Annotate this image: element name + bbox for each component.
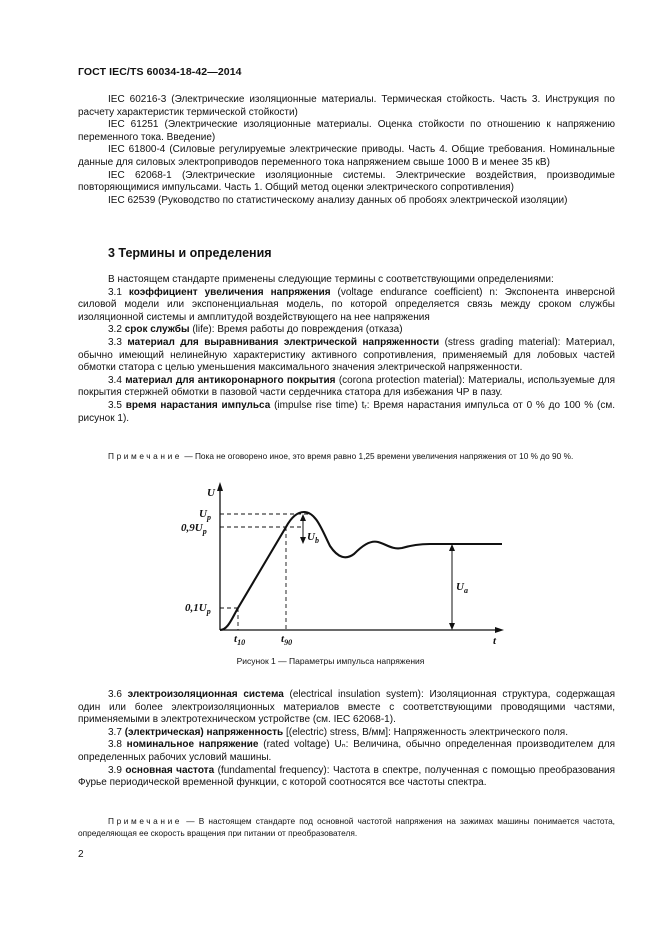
term-number: 3.5: [108, 399, 122, 411]
terms-list-a: [78, 274, 615, 425]
note-label: Примечание: [108, 451, 183, 461]
term-entry: [78, 324, 615, 337]
term-name: номинальное напряжение: [126, 739, 259, 751]
term-definition: Материал, обычно имеющий нелинейную характеристику активного сопротивления, применяемый для лобовых частей обмотки статора с целью уменьшения максимального значения электрической напряженности.: [78, 336, 616, 374]
normative-references: [78, 94, 615, 207]
term-name: основная частота: [125, 764, 215, 776]
reference-item: IEC 61251 (Электрические изоляционные материалы. Оценка стойкости по отношению к напряжению переменного тока. Введение): [78, 119, 615, 143]
figure-caption: Рисунок 1 — Параметры импульса напряжения: [236, 656, 425, 666]
term-foreign: (stress grading material):: [444, 336, 561, 348]
term-foreign: (life):: [192, 324, 215, 336]
term-entry: [78, 400, 615, 425]
term-number: 3.9: [108, 764, 122, 776]
term-name: срок службы: [124, 324, 190, 336]
term-definition: Частота в спектре, полученная с помощью преобразования Фурье периодической временной функции, с которой соотносятся все частоты спектра.: [78, 764, 616, 789]
term-foreign: (corona protection material):: [338, 374, 465, 386]
term-entry: [78, 337, 615, 375]
term-entry: [78, 739, 615, 764]
term-entry: [78, 375, 615, 400]
note: [78, 451, 615, 463]
term-definition: Время нарастания импульса от 0 % до 100 % (см. рисунок 1).: [78, 399, 615, 424]
term-name: материал для антикоронарного покрытия: [125, 374, 336, 386]
x-axis-label: t: [493, 635, 497, 647]
term-number: 3.2: [108, 324, 122, 336]
term-foreign: (voltage endurance coefficient) n:: [337, 286, 498, 298]
ten-percent-label: $0,1U_p$: [185, 602, 211, 616]
term-number: 3.8: [108, 739, 122, 751]
note-text: — Пока не оговорено иное, это время равно 1,25 времени увеличения напряжения от 10 % до 90 %.: [184, 451, 574, 461]
term-definition: Напряженность электрического поля.: [393, 726, 568, 738]
ua-arrow-down-icon: [449, 623, 455, 630]
term-foreign: (fundamental frequency):: [217, 764, 330, 776]
term-entry: [78, 727, 615, 740]
term-definition: Величина, обычно определенная производителем для определенных рабочих условий машины.: [78, 739, 616, 763]
ub-arrow-down-icon: [300, 537, 306, 544]
term-definition: Изоляционная структура, содержащая один или более электроизоляционных материалов вместе с соответствующими проводящими частями, применяемыми в электротехническом устройстве (см. IEC 62068-1).: [78, 689, 615, 726]
term-foreign: [(electric) stress, В/мм]:: [285, 726, 391, 738]
note-text: — В настоящем стандарте под основной частотой напряжения на зажимах машины понимается частота, определяющая ее скорость вращения при питании от преобразователя.: [78, 816, 615, 838]
ninety-percent-label: $0,9U_p$: [181, 522, 207, 536]
term-foreign: (impulse rise time) tᵣ:: [274, 399, 370, 411]
y-axis-label: U: [207, 487, 215, 499]
reference-item: IEC 62539 (Руководство по статистическому анализу данных об пробоях электрической изоляции): [108, 194, 568, 206]
term-entry: [78, 689, 615, 727]
term-number: 3.4: [108, 374, 122, 386]
reference-item: IEC 61800-4 (Силовые регулируемые электрические приводы. Часть 4. Общие требования. Номинальные данные для силовых электроприводов переменного тока напряжением свыше 1000 В и менее 35 кВ): [78, 144, 615, 168]
term-definition: Материалы, используемые для покрытия стержней обмотки в пазовой части сердечника статора для избежания ЧР в пазу.: [78, 374, 616, 399]
peak-voltage-label: $U_p$: [199, 508, 211, 522]
x-axis-arrow-icon: [495, 627, 504, 633]
section-intro: В настоящем стандарте применены следующие термины с соответствующими определениями:: [108, 274, 554, 285]
impulse-waveform: [220, 512, 502, 630]
term-entry: [78, 287, 615, 325]
ub-arrow-up-icon: [300, 514, 306, 521]
t90-label: $t_{90}$: [281, 633, 293, 647]
term-number: 3.1: [108, 286, 122, 298]
term-name: электроизоляционная система: [127, 689, 284, 700]
term-name: время нарастания импульса: [125, 399, 271, 411]
amplitude-label: $U_a$: [456, 581, 468, 595]
term-name: материал для выравнивания электрической напряженности: [127, 336, 440, 348]
note-label: Примечание: [108, 816, 183, 826]
document-header: ГОСТ IEC/TS 60034-18-42—2014: [78, 66, 242, 78]
term-number: 3.3: [108, 336, 122, 348]
terms-list-b: [78, 689, 615, 790]
term-definition: Экспонента инверсной силовой модели или экспоненциальная модель, по которой определяется связь между сроком службы изоляционной системы и амплитудой воздействующего на нее напряжения: [78, 286, 616, 323]
term-name: коэффициент увеличения напряжения: [128, 286, 331, 298]
t10-label: $t_{10}$: [234, 633, 246, 647]
term-foreign: (electrical insulation system):: [289, 689, 424, 700]
term-entry: [78, 765, 615, 790]
note: [78, 816, 615, 840]
overshoot-label: $U_b$: [307, 531, 319, 545]
term-foreign: (rated voltage) Uₙ:: [263, 739, 349, 751]
impulse-voltage-figure: [180, 478, 510, 650]
page-number: 2: [78, 849, 84, 860]
y-axis-arrow-icon: [217, 482, 223, 491]
term-name: (электрическая) напряженность: [124, 726, 284, 738]
reference-item: IEC 60216-3 (Электрические изоляционные материалы. Термическая стойкость. Часть 3. Инструкция по расчету характеристик термической стойкости): [78, 94, 615, 118]
term-definition: Время работы до повреждения (отказа): [217, 324, 403, 336]
reference-item: IEC 62068-1 (Электрические изоляционные системы. Электрические воздействия, производимые повторяющимися импульсами. Часть 1. Общий метод оценки электрического сопротивления): [78, 169, 615, 194]
term-number: 3.6: [108, 689, 122, 700]
section-title: 3 Термины и определения: [108, 246, 272, 260]
term-number: 3.7: [108, 726, 122, 738]
